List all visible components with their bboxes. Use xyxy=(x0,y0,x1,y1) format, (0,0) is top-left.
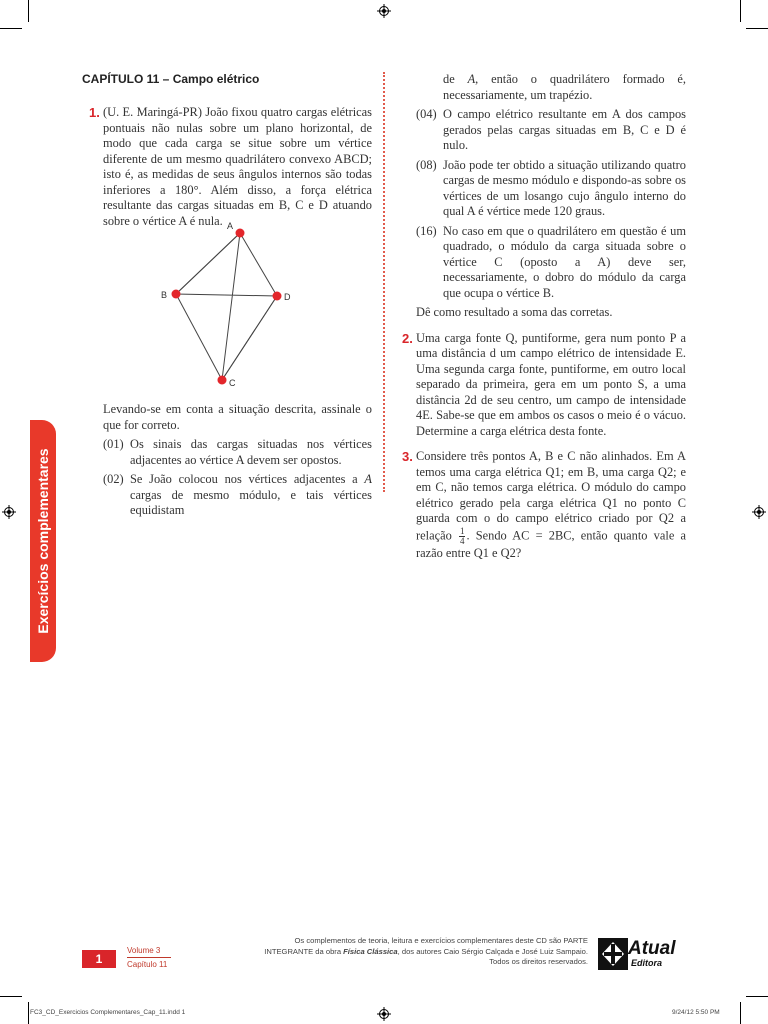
option-01: (01) Os sinais das cargas situadas nos vértices adjacentes ao vértice A devem ser opostos. xyxy=(103,437,372,467)
crop-mark xyxy=(0,28,22,29)
publisher-logo-icon xyxy=(598,938,628,970)
question-1-closing: Dê como resultado a soma das corretas. xyxy=(416,305,613,319)
vertex-b-label: B xyxy=(161,290,168,300)
vertex-c-dot xyxy=(218,376,227,385)
question-number: 2. xyxy=(402,330,413,346)
edge-ad xyxy=(240,233,277,296)
slug-timestamp: 9/24/12 5:50 PM xyxy=(672,1009,720,1016)
crop-mark xyxy=(28,1002,29,1024)
question-2: 2. Uma carga fonte Q, puntiforme, gera num ponto P a uma distância d um campo elétrico de intensidade E. Uma segunda carga fonte, puntiforme, em outro local separado da primeira, gera em um ponto S, a uma distância 2d de seu centro, um campo de intensidade 4E. Sabe-se que em ambos os casos o meio é o vácuo. Determine a carga elétrica desta fonte. xyxy=(402,330,686,438)
vertex-a-label: A xyxy=(227,221,234,231)
registration-mark-icon xyxy=(752,505,766,519)
volume-label: Volume 3 xyxy=(127,946,161,955)
vertex-b-dot xyxy=(172,290,181,299)
slug-filename: FC3_CD_Exercicios Complementares_Cap_11.indd 1 xyxy=(30,1009,186,1016)
left-column-lower xyxy=(103,402,372,523)
fraction: $\frac{1}{4}$ xyxy=(459,525,465,546)
question-number: 3. xyxy=(402,449,413,464)
page-number: 1 xyxy=(82,950,116,968)
option-08: (08) João pode ter obtido a situação utilizando quatro cargas de mesmo módulo e dispondo-as sobre os vértices de um losango cujo ângulo interno do qual A é vértice mede 120 graus. xyxy=(416,157,686,218)
quadrilateral-outline xyxy=(176,233,277,380)
chapter-label: Capítulo 11 xyxy=(127,960,168,969)
column-divider xyxy=(383,72,385,492)
option-16: (16) No caso em que o quadrilátero em questão é um quadrado, o módulo da carga situada sobre o vértice C (oposto a A) deve ser, necessariamente, o dobro do módulo da carga que ocupa o vértice B. xyxy=(416,223,686,300)
option-02-part2: de A, então o quadrilátero formado é, necessariamente, um trapézio. xyxy=(443,72,687,102)
question-3: 3. Considere três pontos A, B e C não alinhados. Em A temos uma carga elétrica Q1; em B, uma carga Q2; e em C, não temos carga elétrica. O módulo do campo elétrico gerado pela carga elétrica Q1 no ponto C guarda com o do campo elétrico criado por Q2 a relação $\frac{1}{4}$ . Sendo AC = 2BC, então quanto vale a razão entre Q1 e Q2? xyxy=(402,449,686,560)
crop-mark xyxy=(740,0,741,22)
vertex-c-label: C xyxy=(229,378,236,388)
publisher-logo: Atual Editora xyxy=(598,938,690,972)
vertex-d-label: D xyxy=(284,292,291,302)
vertex-d-dot xyxy=(273,292,282,301)
registration-mark-icon xyxy=(2,505,16,519)
crop-mark xyxy=(740,1002,741,1024)
option-02-part1: (02) Se João colocou nos vértices adjacentes a A cargas de mesmo módulo, e tais vértices equidistam xyxy=(103,472,372,517)
right-column xyxy=(402,72,687,565)
left-column xyxy=(89,105,372,233)
edge-bc xyxy=(176,294,222,380)
question-number: 1. xyxy=(89,105,100,120)
option-04: (04) O campo elétrico resultante em A dos campos gerados pelas cargas situadas em B, C e D é nulo. xyxy=(416,107,686,152)
crop-mark xyxy=(0,996,22,997)
registration-mark-icon xyxy=(377,4,391,18)
registration-mark-icon xyxy=(377,1007,391,1021)
question-1-intro: 1. (U. E. Maringá-PR) João fixou quatro cargas elétricas pontuais não nulas sobre um plano horizontal, de modo que cada carga se situe sobre um vértice diferente de um mesmo quadrilátero convexo ABCD; isto é, as medidas de seus ângulos internos são todas inferiores a 180°. Além disso, a força elétrica resultante das cargas situadas em B, C e D atuando sobre o vértice A é nula. xyxy=(89,105,372,228)
quadrilateral-figure xyxy=(160,218,300,390)
chapter-title: CAPÍTULO 11 – Campo elétrico xyxy=(82,72,260,86)
credits: Os complementos de teoria, leitura e exercícios complementares deste CD são PARTE INTEGRANTE da obra Física Clássica, dos autores Caio Sérgio Calçada e José Luiz Sampaio. Todos os direitos reservados. xyxy=(264,936,588,966)
edge-ab xyxy=(176,233,240,294)
side-tab xyxy=(30,420,56,662)
vertex-a-dot xyxy=(236,229,245,238)
question-1-prompt: Levando-se em conta a situação descrita, assinale o que for correto. xyxy=(103,402,372,432)
crop-mark xyxy=(28,0,29,22)
crop-mark xyxy=(746,28,768,29)
side-tab-label: Exercícios complementares xyxy=(35,448,51,634)
crop-mark xyxy=(746,996,768,997)
volume-info xyxy=(127,945,171,970)
